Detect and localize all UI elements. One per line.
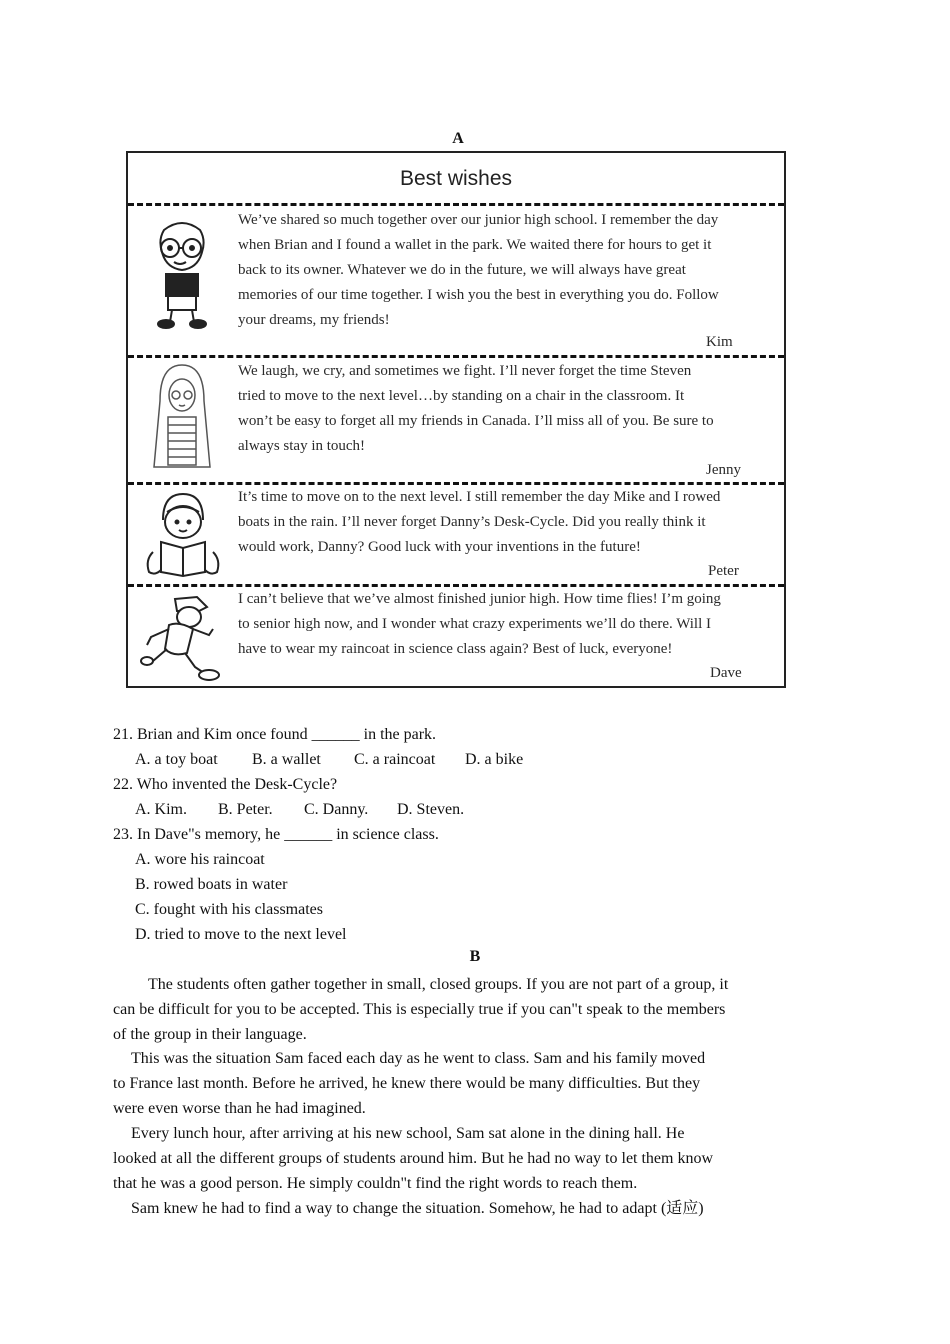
text-line: that he was a good person. He simply couldn"t find the right words to reach them. (113, 1175, 638, 1192)
option-a: A. Kim. (135, 801, 187, 818)
question-22-options (135, 797, 464, 822)
text-line: when Brian and I found a wallet in the park. We waited there for hours to get it (238, 237, 712, 253)
question-23-option-a: A. wore his raincoat (135, 851, 265, 868)
text-line: won’t be easy to forget all my friends in Canada. I’ll miss all of you. Be sure to (238, 413, 714, 429)
text-line: This was the situation Sam faced each day as he went to class. Sam and his family moved (131, 1050, 706, 1067)
text-line: The students often gather together in small, closed groups. If you are not part of a group, it (148, 976, 729, 993)
wish-text (238, 359, 778, 459)
best-wishes-card (126, 151, 786, 688)
section-a-title: A (452, 130, 464, 147)
text-line: can be difficult for you to be accepted. This is especially true if you can"t speak to the members (113, 1001, 726, 1018)
card-heading: Best wishes (399, 167, 513, 190)
question-23-option-d: D. tried to move to the next level (135, 926, 347, 943)
text-line: tried to move to the next level…by standing on a chair in the classroom. It (238, 388, 685, 404)
text-line: Every lunch hour, after arriving at his new school, Sam sat alone in the dining hall. He (131, 1125, 685, 1142)
option-c: C. a raincoat (354, 751, 436, 768)
question-22: 22. Who invented the Desk-Cycle? (113, 776, 338, 793)
text-line: always stay in touch! (238, 438, 366, 454)
text-line: to senior high now, and I wonder what crazy experiments we’ll do there. Will I (238, 616, 712, 632)
girl-long-hair-icon (134, 360, 230, 472)
option-b: B. Peter. (218, 801, 273, 818)
wish-entry-kim (128, 206, 784, 356)
text-line: back to its owner. Whatever we do in the future, we will always have great (238, 262, 686, 278)
signature: Kim (706, 334, 733, 350)
option-a: A. a toy boat (135, 751, 218, 768)
text-line: looked at all the different groups of students around him. But he had no way to let them know (113, 1150, 714, 1167)
text-line: boats in the rain. I’ll never forget Danny’s Desk-Cycle. Did you really think it (238, 514, 706, 530)
signature: Dave (710, 665, 742, 681)
text-line: I can’t believe that we’ve almost finished junior high. How time flies! I’m going (238, 591, 721, 607)
text-line: memories of our time together. I wish you the best in everything you do. Follow (238, 287, 719, 303)
question-21: 21. Brian and Kim once found ______ in the park. (113, 726, 437, 743)
option-b: B. a wallet (252, 751, 321, 768)
signature: Jenny (706, 462, 741, 478)
option-d: D. a bike (465, 751, 524, 768)
text-line: have to wear my raincoat in science class again? Best of luck, everyone! (238, 641, 673, 657)
text-line: to France last month. Before he arrived, he knew there would be many difficulties. But they (113, 1075, 701, 1092)
paragraph-4 (113, 1196, 788, 1221)
text-line: would work, Danny? Good luck with your inventions in the future! (238, 539, 641, 555)
paragraph-2 (113, 1046, 788, 1121)
boy-reading-book-icon (134, 489, 230, 579)
question-23: 23. In Dave"s memory, he ______ in science class. (113, 826, 439, 843)
text-line: were even worse than he had imagined. (113, 1100, 366, 1117)
boy-running-icon (134, 591, 230, 683)
text-line: Sam knew he had to find a way to change the situation. Somehow, he had to adapt (适应) (131, 1200, 704, 1217)
question-23-option-c: C. fought with his classmates (135, 901, 323, 918)
paragraph-3 (113, 1121, 788, 1196)
section-b-title: B (469, 948, 481, 965)
question-21-options (135, 747, 523, 772)
text-line: It’s time to move on to the next level. I still remember the day Mike and I rowed (238, 489, 721, 505)
option-c: C. Danny. (304, 801, 369, 818)
wish-text (238, 587, 778, 662)
wish-entry-dave (128, 587, 784, 687)
wish-text (238, 208, 778, 333)
signature: Peter (708, 563, 739, 579)
wish-text (238, 485, 778, 560)
text-line: your dreams, my friends! (238, 312, 390, 328)
text-line: We’ve shared so much together over our junior high school. I remember the day (238, 212, 719, 228)
option-d: D. Steven. (397, 801, 465, 818)
wish-entry-peter (128, 485, 784, 585)
boy-with-glasses-icon (134, 212, 230, 332)
paragraph-1 (113, 972, 788, 1047)
question-23-option-b: B. rowed boats in water (135, 876, 288, 893)
text-line: of the group in their language. (113, 1026, 307, 1043)
text-line: We laugh, we cry, and sometimes we fight. I’ll never forget the time Steven (238, 363, 692, 379)
wish-entry-jenny (128, 358, 784, 483)
